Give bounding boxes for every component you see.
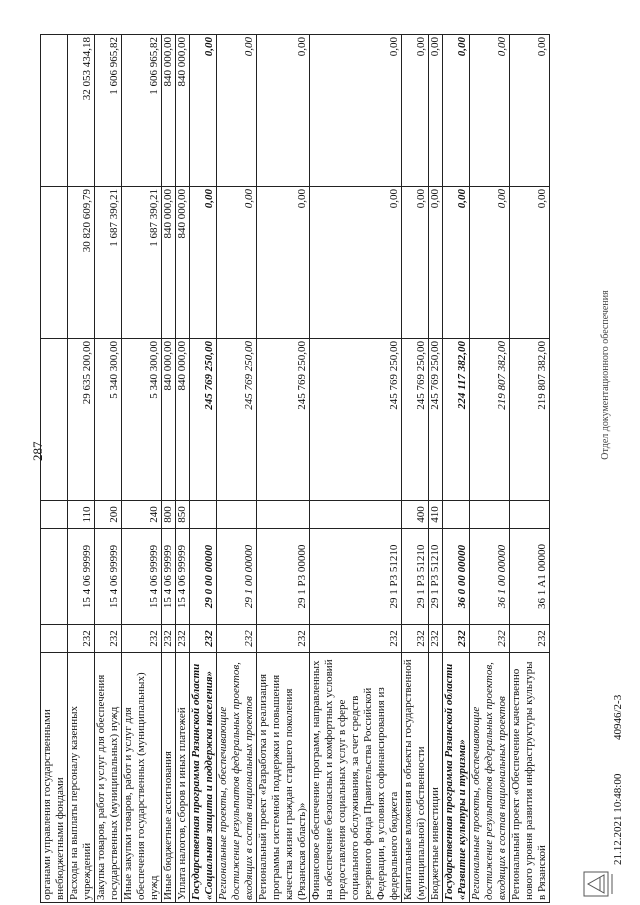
cell-csr: 15 4 06 99999 <box>176 529 190 625</box>
table-row <box>41 35 68 903</box>
table-row <box>510 35 550 903</box>
cell-sum-3: 0,00 <box>402 35 429 187</box>
cell-csr: 36 1 00 00000 <box>470 529 510 625</box>
cell-sum-1: 245 769 250,00 <box>257 339 310 501</box>
cell-vr <box>190 501 217 529</box>
page-number: 287 <box>30 441 45 461</box>
cell-ved: 232 <box>190 625 217 653</box>
cell-name: Региональный проект «Обеспечение качественно нового уровня развития инфраструктуры культуры в Рязанской <box>510 653 550 903</box>
cell-sum-2: 0,00 <box>470 187 510 339</box>
cell-ved: 232 <box>95 625 122 653</box>
cell-ved: 232 <box>176 625 190 653</box>
seal-icon <box>582 869 616 899</box>
cell-name: Государственная программа Рязанской области «Развитие культуры и туризма» <box>443 653 470 903</box>
table-row <box>176 35 190 903</box>
cell-ved: 232 <box>257 625 310 653</box>
cell-sum-3: 0,00 <box>510 35 550 187</box>
cell-sum-2: 0,00 <box>190 187 217 339</box>
cell-sum-2: 0,00 <box>429 187 443 339</box>
cell-ved: 232 <box>443 625 470 653</box>
cell-vr: 410 <box>429 501 443 529</box>
table-row <box>68 35 95 903</box>
table-row <box>162 35 176 903</box>
cell-sum-2: 30 820 609,79 <box>68 187 95 339</box>
cell-vr: 240 <box>122 501 162 529</box>
cell-name: Государственная программа Рязанской области «Социальная защита и поддержка населения» <box>190 653 217 903</box>
cell-name: Уплата налогов, сборов и иных платежей <box>176 653 190 903</box>
cell-name: Финансовое обеспечение программ, направленных на обеспечение безопасных и комфортных условий предоставления социальных услуг в сфере социального обслуживания, за счет средств резервного фонда Правительства Российской Федерации, в условиях софинансирования из федерального бюджета <box>310 653 402 903</box>
cell-sum-1: 245 769 250,00 <box>217 339 257 501</box>
cell-csr: 29 1 P3 51210 <box>429 529 443 625</box>
cell-sum-2: 1 687 390,21 <box>95 187 122 339</box>
cell-sum-3: 0,00 <box>443 35 470 187</box>
cell-sum-3: 0,00 <box>470 35 510 187</box>
cell-sum-1: 245 769 250,00 <box>310 339 402 501</box>
cell-csr: 36 0 00 00000 <box>443 529 470 625</box>
cell-sum-1: 840 000,00 <box>176 339 190 501</box>
cell-csr: 29 1 00 00000 <box>217 529 257 625</box>
cell-sum-1: 245 769 250,00 <box>429 339 443 501</box>
cell-sum-3: 0,00 <box>429 35 443 187</box>
cell-vr: 800 <box>162 501 176 529</box>
cell-csr: 15 4 06 99999 <box>122 529 162 625</box>
cell-sum-3: 0,00 <box>190 35 217 187</box>
cell-sum-3: 32 053 434,18 <box>68 35 95 187</box>
cell-name: Иные закупки товаров, работ и услуг для обеспечения государственных (муниципальных) нужд <box>122 653 162 903</box>
table-row <box>257 35 310 903</box>
budget-table <box>40 34 550 903</box>
cell-vr: 400 <box>402 501 429 529</box>
footer-date: 21.12.2021 10:48:00 <box>612 773 624 865</box>
cell-ved: 232 <box>217 625 257 653</box>
cell-sum-3 <box>41 35 68 187</box>
table-row <box>190 35 217 903</box>
cell-sum-3: 1 606 965,82 <box>95 35 122 187</box>
cell-sum-2: 840 000,00 <box>176 187 190 339</box>
cell-sum-2: 0,00 <box>402 187 429 339</box>
cell-ved: 232 <box>402 625 429 653</box>
cell-sum-1: 5 340 300,00 <box>122 339 162 501</box>
cell-sum-3: 840 000,00 <box>162 35 176 187</box>
cell-csr: 15 4 06 99999 <box>162 529 176 625</box>
cell-name: Региональный проект «Разработка и реализация программы системной поддержки и повышения качества жизни граждан старшего поколения (Рязанская область)» <box>257 653 310 903</box>
cell-sum-1: 245 769 250,00 <box>402 339 429 501</box>
cell-ved: 232 <box>68 625 95 653</box>
cell-vr: 200 <box>95 501 122 529</box>
cell-sum-2: 0,00 <box>443 187 470 339</box>
footer-department-stamp: Отдел документационного обеспечения <box>600 290 611 460</box>
table-row <box>402 35 429 903</box>
cell-name: Капитальные вложения в объекты государственной (муниципальной) собственности <box>402 653 429 903</box>
cell-csr: 15 4 06 99999 <box>95 529 122 625</box>
cell-name: органами управления государственными внебюджетными фондами <box>41 653 68 903</box>
cell-vr <box>510 501 550 529</box>
cell-sum-1: 224 117 382,00 <box>443 339 470 501</box>
cell-sum-2: 840 000,00 <box>162 187 176 339</box>
cell-sum-2: 0,00 <box>257 187 310 339</box>
cell-sum-3: 0,00 <box>310 35 402 187</box>
cell-vr <box>41 501 68 529</box>
cell-ved: 232 <box>470 625 510 653</box>
cell-name: Расходы на выплаты персоналу казенных учреждений <box>68 653 95 903</box>
cell-sum-1: 245 769 250,00 <box>190 339 217 501</box>
cell-sum-3: 1 606 965,82 <box>122 35 162 187</box>
cell-sum-2: 0,00 <box>310 187 402 339</box>
cell-csr: 36 1 A1 00000 <box>510 529 550 625</box>
cell-sum-1 <box>41 339 68 501</box>
table-row <box>217 35 257 903</box>
cell-sum-2: 1 687 390,21 <box>122 187 162 339</box>
cell-csr: 29 0 00 00000 <box>190 529 217 625</box>
cell-ved: 232 <box>510 625 550 653</box>
table-row <box>310 35 402 903</box>
cell-ved: 232 <box>122 625 162 653</box>
cell-vr <box>310 501 402 529</box>
cell-sum-3: 0,00 <box>217 35 257 187</box>
cell-ved <box>41 625 68 653</box>
cell-name: Региональные проекты, обеспечивающие достижение результатов федеральных проектов, входящих в состав национальных проектов <box>470 653 510 903</box>
cell-name: Закупка товаров, работ и услуг для обеспечения государственных (муниципальных) нужд <box>95 653 122 903</box>
cell-vr <box>470 501 510 529</box>
cell-csr: 29 1 P3 00000 <box>257 529 310 625</box>
cell-sum-1: 219 807 382,00 <box>510 339 550 501</box>
cell-sum-1: 219 807 382,00 <box>470 339 510 501</box>
footer-code: 40946/2-3 <box>612 694 624 740</box>
table-row <box>122 35 162 903</box>
cell-sum-2: 0,00 <box>217 187 257 339</box>
cell-csr <box>41 529 68 625</box>
cell-sum-2 <box>41 187 68 339</box>
cell-csr: 29 1 P3 51210 <box>310 529 402 625</box>
cell-csr: 15 4 06 99999 <box>68 529 95 625</box>
table-row <box>95 35 122 903</box>
cell-ved: 232 <box>429 625 443 653</box>
cell-sum-3: 840 000,00 <box>176 35 190 187</box>
cell-sum-1: 5 340 300,00 <box>95 339 122 501</box>
cell-sum-1: 840 000,00 <box>162 339 176 501</box>
cell-ved: 232 <box>162 625 176 653</box>
table-row <box>470 35 510 903</box>
cell-sum-3: 0,00 <box>257 35 310 187</box>
table-row <box>429 35 443 903</box>
table-row <box>443 35 470 903</box>
cell-vr <box>443 501 470 529</box>
cell-sum-2: 0,00 <box>510 187 550 339</box>
cell-vr <box>257 501 310 529</box>
cell-name: Бюджетные инвестиции <box>429 653 443 903</box>
cell-vr <box>217 501 257 529</box>
cell-name: Иные бюджетные ассигнования <box>162 653 176 903</box>
cell-ved: 232 <box>310 625 402 653</box>
cell-csr: 29 1 P3 51210 <box>402 529 429 625</box>
cell-name: Региональные проекты, обеспечивающие достижение результатов федеральных проектов, входящих в состав национальных проектов <box>217 653 257 903</box>
cell-sum-1: 29 635 200,00 <box>68 339 95 501</box>
cell-vr: 110 <box>68 501 95 529</box>
cell-vr: 850 <box>176 501 190 529</box>
